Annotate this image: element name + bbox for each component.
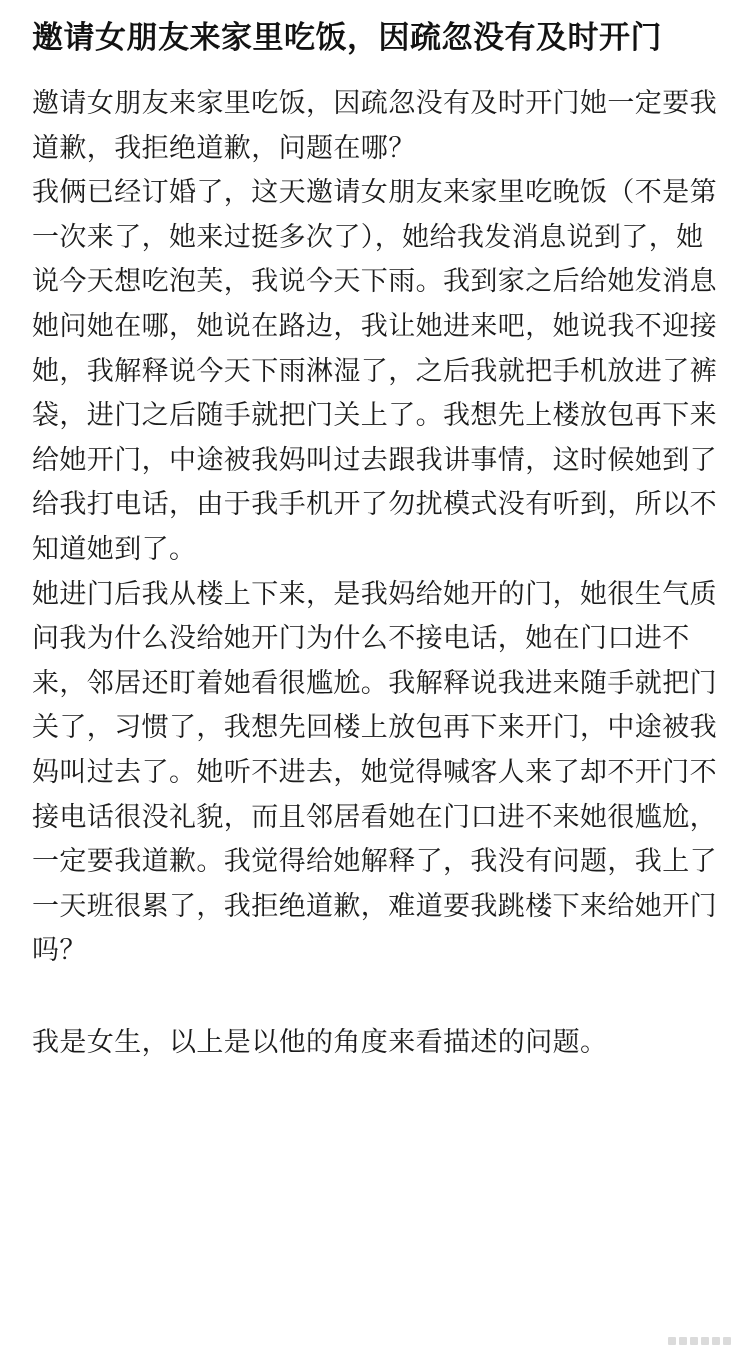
post-paragraph-question: 邀请女朋友来家里吃饭，因疏忽没有及时开门她一定要我道歉，我拒绝道歉，问题在哪？ [32,88,717,164]
post-body [32,82,722,1065]
watermark-icon [668,1332,740,1350]
post-paragraph-story: 我俩已经订婚了，这天邀请女朋友来家里吃晚饭（不是第一次来了，她来过挺多次了），她给我发消息说到了，她说今天想吃泡芙，我说今天下雨。我到家之后给她发消息她问她在哪，她说在路边，我让她进来吧，她说我不迎接她，我解释说今天下雨淋湿了，之后我就把手机放进了裤袋，进门之后随手就把门关上了。我想先上楼放包再下来给她开门，中途被我妈叫过去跟我讲事情，这时候她到了给我打电话，由于我手机开了勿扰模式没有听到，所以不知道她到了。 [32,177,717,565]
post-paragraph-note: 我是女生，以上是以他的角度来看描述的问题。 [32,1026,608,1058]
post-title: 邀请女朋友来家里吃饭，因疏忽没有及时开门 [32,20,662,56]
post-paragraph-argument: 她进门后我从楼上下来，是我妈给她开的门，她很生气质问我为什么没给她开门为什么不接电话，她在门口进不来，邻居还盯着她看很尴尬。我解释说我进来随手就把门关了，习惯了，我想先回楼上放包再下来开门，中途被我妈叫过去了。她听不进去，她觉得喊客人来了却不开门不接电话很没礼貌，而且邻居看她在门口进不来她很尴尬，一定要我道歉。我觉得给她解释了，我没有问题，我上了一天班很累了，我拒绝道歉，难道要我跳楼下来给她开门吗？ [32,578,717,967]
post-container [32,0,722,1065]
